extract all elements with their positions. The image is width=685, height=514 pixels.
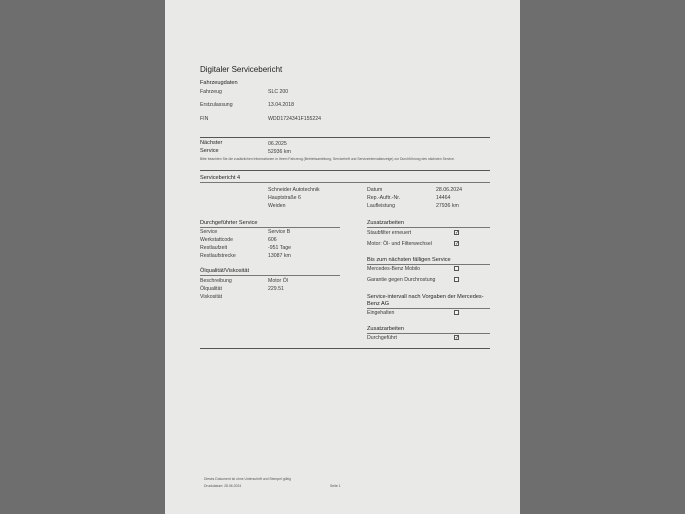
vehicle-label: Fahrzeug bbox=[200, 89, 222, 95]
oil-quality-label: Ölqualität bbox=[200, 286, 222, 292]
footer-note: Dieses Dokument ist ohne Unterschrift und Stempel gültig bbox=[204, 477, 291, 481]
workshop-street: Hauptstraße 6 bbox=[268, 195, 301, 201]
next-label: Nächster bbox=[200, 140, 223, 146]
first-registration-label: Erstzulassung bbox=[200, 102, 233, 108]
divider bbox=[367, 227, 490, 228]
next-mileage: 52936 km bbox=[268, 149, 291, 155]
dust-filter-label: Staubfilter erneuert bbox=[367, 230, 412, 236]
report-heading: Servicebericht 4 bbox=[200, 175, 241, 181]
viscosity-label: Viskosität bbox=[200, 294, 223, 300]
order-number-label: Rep.-Auftr.-Nr. bbox=[367, 195, 401, 201]
next-date: 06.2025 bbox=[268, 141, 287, 147]
oil-quality-value: 229.51 bbox=[268, 286, 284, 292]
service-label: Service bbox=[200, 229, 218, 235]
date-label: Datum bbox=[367, 187, 383, 193]
extras-heading: Zusatzarbeiten bbox=[367, 220, 405, 226]
vin-label: FIN bbox=[200, 116, 209, 122]
next-service-heading: Bis zum nächsten fälligen Service bbox=[367, 257, 451, 263]
workshop-code-label: Werkstattcode bbox=[200, 237, 234, 243]
workshop-name: Schneider Autotechnik bbox=[268, 187, 320, 193]
vehicle-heading: Fahrzeugdaten bbox=[200, 80, 238, 86]
vin-value: WDD1724341F155224 bbox=[268, 116, 322, 122]
vehicle-value: SLC 200 bbox=[268, 89, 289, 95]
mileage-label: Laufleistung bbox=[367, 203, 395, 209]
remaining-distance-value: 13087 km bbox=[268, 253, 291, 259]
divider bbox=[200, 137, 490, 138]
oil-change-label: Motor: Öl- und Filterwechsel bbox=[367, 241, 432, 247]
mileage-value: 27936 km bbox=[436, 203, 459, 209]
divider bbox=[200, 348, 490, 349]
dust-filter-checkbox[interactable]: ✓ bbox=[455, 230, 460, 236]
divider bbox=[200, 182, 490, 183]
page-number: Seite 1 bbox=[330, 484, 341, 488]
divider bbox=[367, 264, 490, 265]
oil-description-value: Motor Öl bbox=[268, 278, 288, 284]
order-number-value: 14464 bbox=[436, 195, 451, 201]
next-service-label: Service bbox=[200, 148, 219, 154]
divider bbox=[200, 227, 340, 228]
performed-checkbox[interactable]: ✓ bbox=[455, 335, 460, 341]
oil-description-label: Beschreibung bbox=[200, 278, 232, 284]
extras2-heading: Zusatzarbeiten bbox=[367, 326, 405, 332]
next-service-note: Bitte beachten Sie die zusätzlichen Informationen in Ihrem Fahrzeug (Betriebsanleitung, Serviceheft und Serviceintervallanzeige) zur Durchführung des nächsten Service. bbox=[200, 157, 455, 161]
divider bbox=[200, 275, 340, 276]
oil-heading: Ölqualität/Viskosität bbox=[200, 268, 250, 274]
remaining-distance-label: Restlaufstrecke bbox=[200, 253, 236, 259]
workshop-city: Weiden bbox=[268, 203, 286, 209]
service-value: Service B bbox=[268, 229, 291, 235]
kept-label: Eingehalten bbox=[367, 310, 395, 316]
mobilo-checkbox[interactable] bbox=[454, 266, 459, 271]
workshop-code-value: 606 bbox=[268, 237, 277, 243]
first-registration-value: 13.04.2018 bbox=[268, 102, 294, 108]
rust-warranty-label: Garantie gegen Durchrostung bbox=[367, 277, 436, 283]
divider bbox=[200, 170, 490, 171]
remaining-time-label: Restlaufzeit bbox=[200, 245, 228, 251]
performed-heading: Durchgeführter Service bbox=[200, 220, 258, 226]
divider bbox=[367, 333, 490, 334]
performed-label: Durchgeführt bbox=[367, 335, 397, 341]
interval-heading-line1: Service-intervall nach Vorgaben der Mercedes- bbox=[367, 294, 484, 300]
interval-heading-line2: Benz AG bbox=[367, 301, 390, 307]
oil-change-checkbox[interactable]: ✓ bbox=[455, 241, 460, 247]
remaining-time-value: -951 Tage bbox=[268, 245, 291, 251]
kept-checkbox[interactable] bbox=[454, 310, 459, 315]
rust-warranty-checkbox[interactable] bbox=[454, 277, 459, 282]
date-value: 28.06.2024 bbox=[436, 187, 462, 193]
mobilo-label: Mercedes-Benz Mobilo bbox=[367, 266, 421, 272]
print-date: Druckdatum: 28.06.2024 bbox=[204, 484, 242, 488]
divider bbox=[367, 308, 490, 309]
document-title: Digitaler Servicebericht bbox=[200, 65, 283, 74]
